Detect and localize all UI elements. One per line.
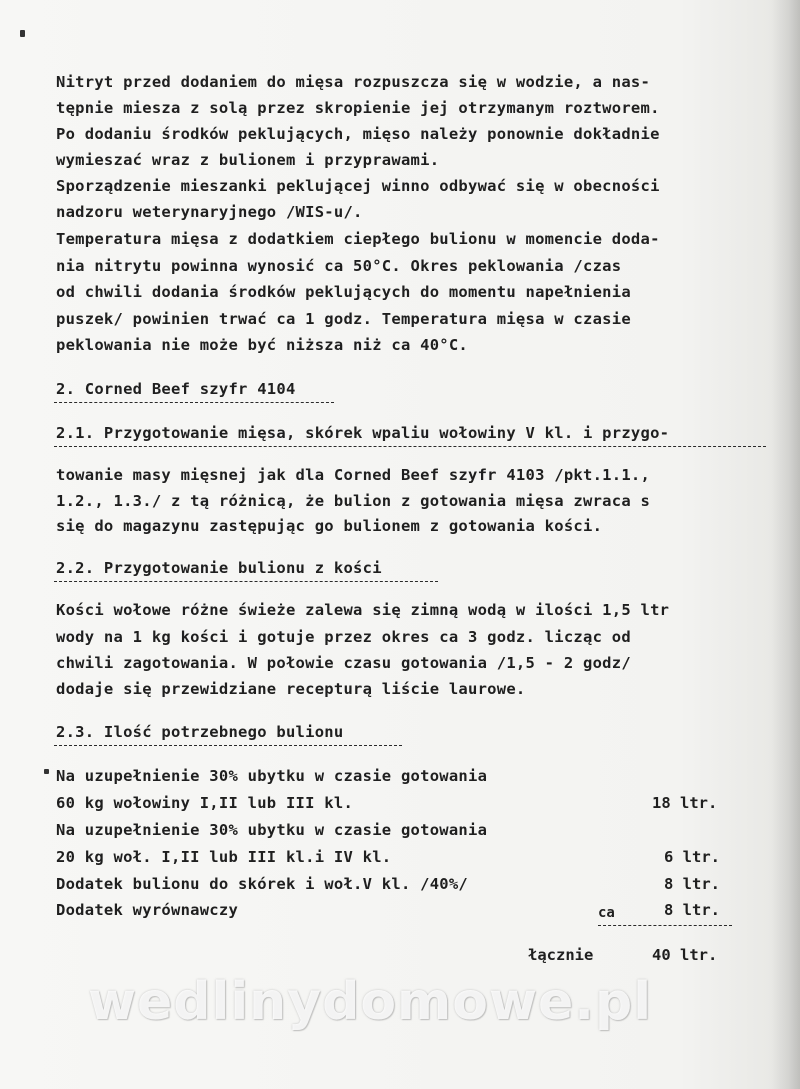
- total-value: 40 ltr.: [652, 946, 718, 964]
- total-label: łącznie: [528, 946, 594, 964]
- broth-row-amount: 6 ltr.: [664, 848, 720, 866]
- body-line: się do magazynu zastępując go bulionem z gotowania kości.: [56, 517, 603, 535]
- subsection-heading: 2.2. Przygotowanie bulionu z kości: [56, 559, 382, 577]
- heading-underline: [54, 446, 766, 447]
- heading-underline: [54, 745, 402, 746]
- broth-row-text: Dodatek wyrównawczy: [56, 901, 239, 919]
- broth-row-text: 60 kg wołowiny I,II lub III kl.: [56, 794, 354, 812]
- broth-row-amount: 18 ltr.: [652, 794, 718, 812]
- scan-speck: [20, 30, 25, 37]
- broth-row-amount: 8 ltr.: [664, 901, 720, 919]
- heading-underline: [54, 402, 334, 403]
- subsection-heading: 2.1. Przygotowanie mięsa, skórek wpaliu wołowiny V kl. i przygo-: [56, 424, 670, 442]
- intro-line: tępnie miesza z solą przez skropienie jej otrzymanym roztworem.: [56, 99, 660, 117]
- broth-row-amount: 8 ltr.: [664, 875, 720, 893]
- bullet-mark: [44, 769, 49, 774]
- body-line: 1.2., 1.3./ z tą różnicą, że bulion z gotowania mięsa zwraca s: [56, 492, 651, 510]
- page-edge-shadow: [772, 0, 800, 1089]
- body-line: wody na 1 kg kości i gotuje przez okres ca 3 godz. licząc od: [56, 628, 631, 646]
- intro-line: nia nitrytu powinna wynosić ca 50°C. Okres peklowania /czas: [56, 257, 622, 275]
- body-line: Kości wołowe różne świeże zalewa się zimną wodą w ilości 1,5 ltr: [56, 601, 670, 619]
- body-line: chwili zagotowania. W połowie czasu gotowania /1,5 - 2 godz/: [56, 654, 631, 672]
- intro-line: Temperatura mięsa z dodatkiem ciepłego bulionu w momencie doda-: [56, 230, 660, 248]
- intro-line: puszek/ powinien trwać ca 1 godz. Temperatura mięsa w czasie: [56, 310, 631, 328]
- broth-row-text: Na uzupełnienie 30% ubytku w czasie gotowania: [56, 821, 488, 839]
- intro-line: Po dodaniu środków peklujących, mięso należy ponownie dokładnie: [56, 125, 660, 143]
- intro-line: Nitryt przed dodaniem do mięsa rozpuszcza się w wodzie, a nas-: [56, 73, 651, 91]
- intro-line: od chwili dodania środków peklujących do momentu napełnienia: [56, 283, 631, 301]
- intro-line: Sporządzenie mieszanki peklującej winno odbywać się w obecności: [56, 177, 660, 195]
- body-line: towanie masy mięsnej jak dla Corned Beef szyfr 4103 /pkt.1.1.,: [56, 466, 651, 484]
- subsection-heading: 2.3. Ilość potrzebnego bulionu: [56, 723, 344, 741]
- body-line: dodaje się przewidziane recepturą liście laurowe.: [56, 680, 526, 698]
- heading-underline: [54, 581, 438, 582]
- intro-line: nadzoru weterynaryjnego /WIS-u/.: [56, 203, 363, 221]
- broth-row-text: Dodatek bulionu do skórek i woł.V kl. /40%/: [56, 875, 469, 893]
- watermark: wedlinydomowe.pl: [88, 972, 653, 1032]
- sum-rule: [598, 925, 732, 926]
- intro-line: wymieszać wraz z bulionem i przyprawami.: [56, 151, 440, 169]
- approx-prefix: ca: [598, 905, 615, 921]
- broth-row-text: 20 kg woł. I,II lub III kl.i IV kl.: [56, 848, 392, 866]
- section-heading: 2. Corned Beef szyfr 4104: [56, 380, 296, 398]
- intro-line: peklowania nie może być niższa niż ca 40°C.: [56, 336, 469, 354]
- broth-row-text: Na uzupełnienie 30% ubytku w czasie gotowania: [56, 767, 488, 785]
